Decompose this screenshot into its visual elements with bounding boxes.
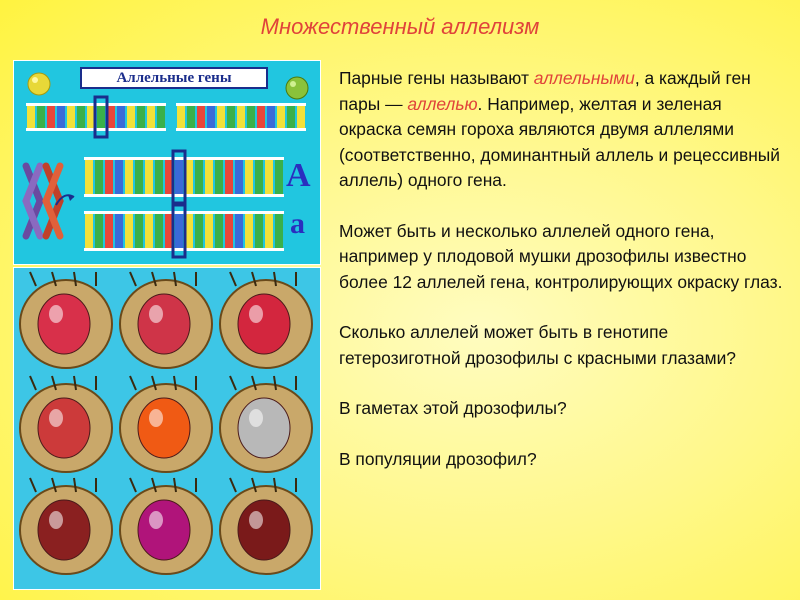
base-pair <box>95 160 103 194</box>
base-pair <box>147 106 155 128</box>
base-pair <box>115 214 123 248</box>
base-pair <box>77 106 85 128</box>
base-pair <box>177 106 185 128</box>
base-pair <box>187 106 195 128</box>
eye <box>238 294 290 354</box>
base-pair <box>245 160 253 194</box>
base-pair <box>197 106 205 128</box>
eye <box>38 294 90 354</box>
drosophila-head <box>220 376 312 472</box>
base-pair <box>145 160 153 194</box>
base-pair <box>47 106 55 128</box>
base-pair <box>227 106 235 128</box>
base-pair <box>257 106 265 128</box>
base-pair <box>255 214 263 248</box>
base-pair <box>225 160 233 194</box>
base-pair <box>277 106 285 128</box>
base-pair <box>57 106 65 128</box>
eye <box>238 500 290 560</box>
question-gametes: В гаметах этой дрозофилы? <box>339 398 567 418</box>
eye <box>38 398 90 458</box>
drosophila-head <box>20 376 112 472</box>
base-pair <box>245 214 253 248</box>
explanation-text <box>339 66 784 497</box>
eye <box>238 398 290 458</box>
dna-strand-recessive <box>84 205 284 257</box>
drosophila-head <box>20 272 112 368</box>
base-pair <box>205 160 213 194</box>
drosophila-head <box>220 272 312 368</box>
term-allelic: аллельными <box>533 68 635 88</box>
base-pair <box>215 214 223 248</box>
base-pair <box>37 106 45 128</box>
base-pair <box>67 106 75 128</box>
allele-recessive-label: a <box>290 207 305 240</box>
base-pair <box>105 160 113 194</box>
question-genotype: Сколько аллелей может быть в генотипе гетерозиготной дрозофилы с красными глазами? <box>339 322 736 368</box>
base-pair <box>265 214 273 248</box>
drosophila-head <box>120 272 212 368</box>
drosophila-head <box>220 478 312 574</box>
base-pair <box>205 214 213 248</box>
dna-strand-top-left <box>26 97 166 137</box>
base-pair <box>127 106 135 128</box>
allelic-genes-figure <box>13 60 321 265</box>
base-pair <box>195 214 203 248</box>
base-pair <box>225 214 233 248</box>
base-pair <box>255 160 263 194</box>
base-pair <box>125 160 133 194</box>
base-pair <box>97 106 105 128</box>
base-pair <box>117 106 125 128</box>
base-pair <box>145 214 153 248</box>
eye <box>138 294 190 354</box>
paragraph-multiple-alleles: Может быть и несколько аллелей одного гена, например у плодовой мушки дрозофилы известно более 12 аллелей гена, контролирующих окраску глаз. <box>339 220 783 292</box>
base-pair <box>125 214 133 248</box>
paragraph-allelic: Парные гены называют аллельными, а каждый ген пары — аллелью. Например, желтая и зеленая окраска семян гороха являются двумя аллелями (соответственно, доминантный аллель и рецессивный аллель) одного гена. <box>339 68 781 190</box>
drosophila-eyes-figure <box>13 267 321 590</box>
term-allele: аллелью <box>407 93 478 114</box>
slide-title: Множественный аллелизм <box>260 14 540 39</box>
base-pair <box>85 214 93 248</box>
base-pair <box>155 214 163 248</box>
base-pair <box>287 106 295 128</box>
base-pair <box>27 106 35 128</box>
base-pair <box>217 106 225 128</box>
base-pair <box>137 106 145 128</box>
base-pair <box>105 214 113 248</box>
figure-label: Аллельные гены <box>80 67 268 89</box>
base-pair <box>195 160 203 194</box>
base-pair <box>297 106 305 128</box>
base-pair <box>115 160 123 194</box>
eye <box>38 500 90 560</box>
base-pair <box>207 106 215 128</box>
drosophila-head <box>20 478 112 574</box>
allele-dominant-label: A <box>286 157 311 194</box>
drosophila-head <box>120 376 212 472</box>
base-pair <box>135 160 143 194</box>
base-pair <box>275 160 283 194</box>
question-population: В популяции дрозофил? <box>339 448 537 469</box>
base-pair <box>85 160 93 194</box>
base-pair <box>135 214 143 248</box>
base-pair <box>247 106 255 128</box>
base-pair <box>235 214 243 248</box>
base-pair <box>275 214 283 248</box>
base-pair <box>175 160 183 194</box>
base-pair <box>95 214 103 248</box>
base-pair <box>215 160 223 194</box>
base-pair <box>175 214 183 248</box>
drosophila-head <box>120 478 212 574</box>
drosophila-eye-grid <box>14 268 320 589</box>
eye <box>138 500 190 560</box>
base-pair <box>157 106 165 128</box>
base-pair <box>267 106 275 128</box>
base-pair <box>265 160 273 194</box>
dna-strand-dominant <box>84 151 284 203</box>
base-pair <box>235 160 243 194</box>
eye <box>138 398 190 458</box>
dna-strand-top-right <box>176 103 306 131</box>
base-pair <box>237 106 245 128</box>
dna-strands <box>14 61 320 264</box>
base-pair <box>155 160 163 194</box>
